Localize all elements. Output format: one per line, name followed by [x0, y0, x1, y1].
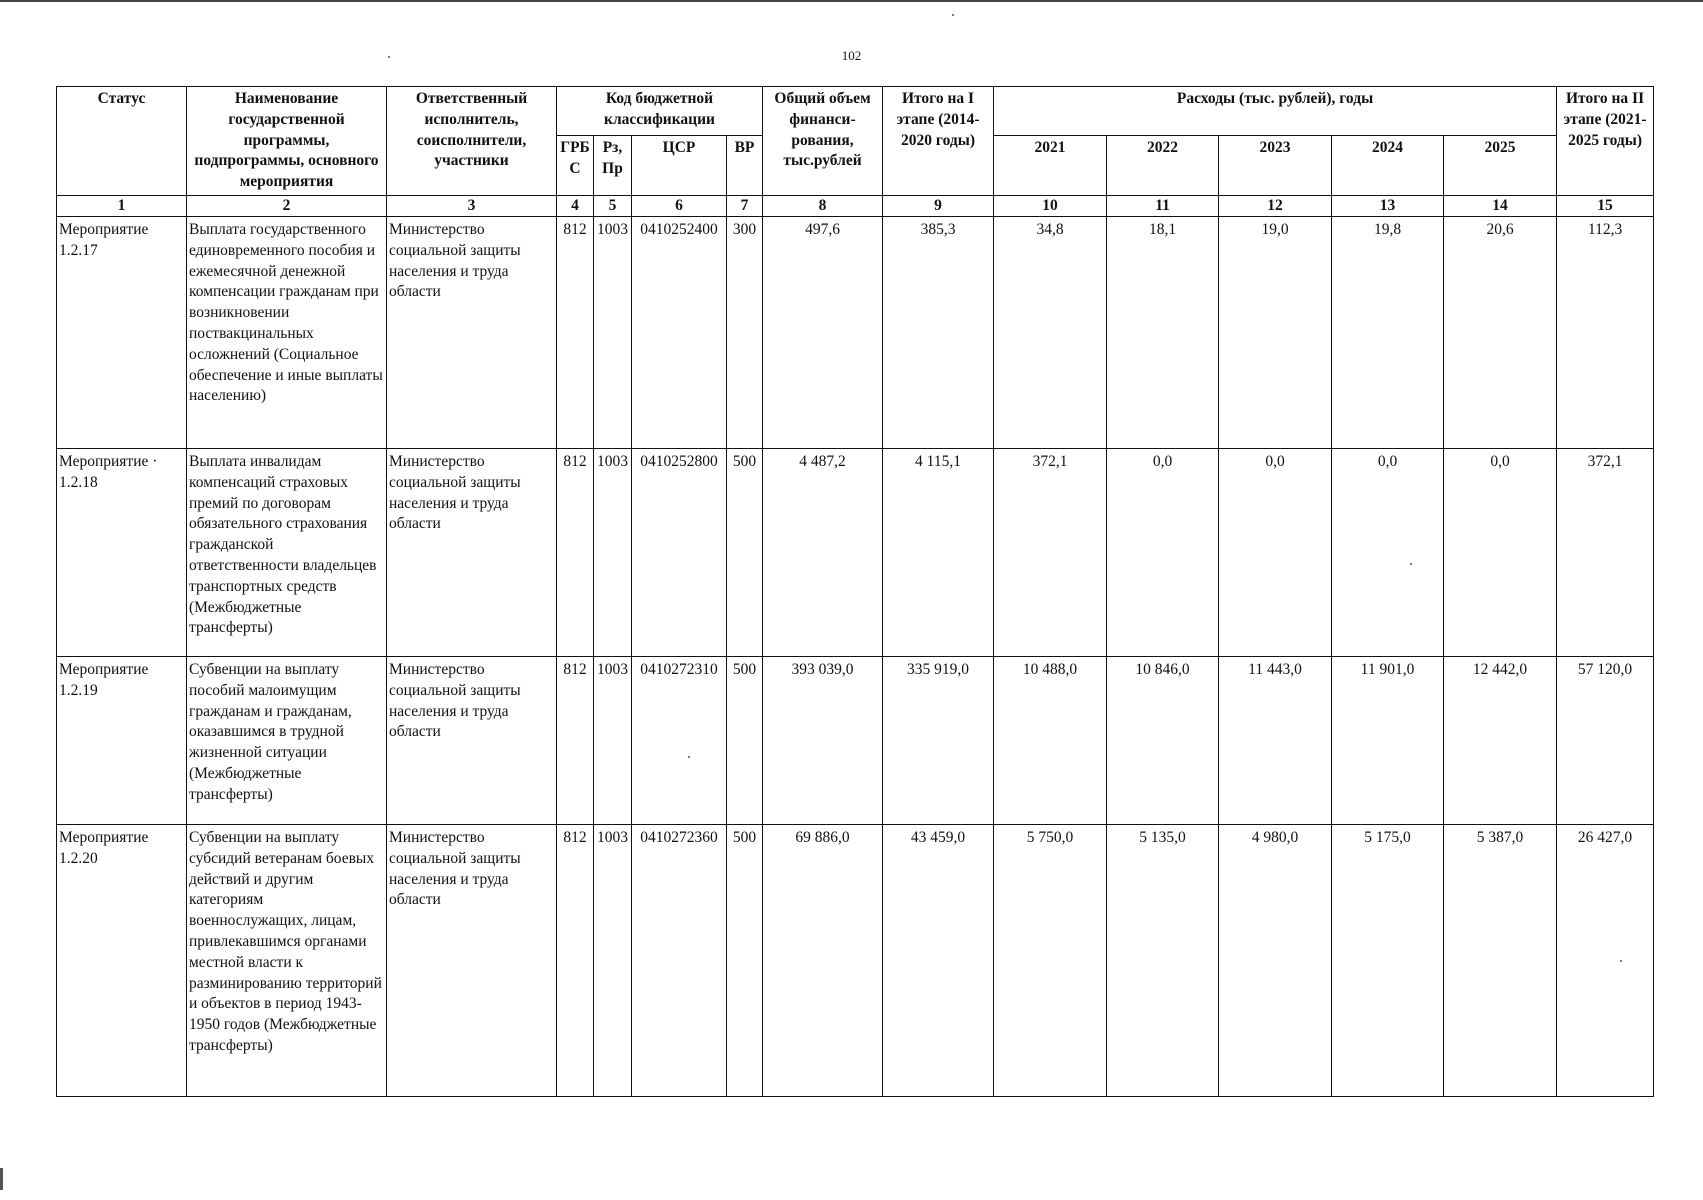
row-csr: 0410272310 [632, 656, 727, 824]
row-status: Мероприятие 1.2.19 [57, 656, 187, 824]
row-2025: 20,6 [1444, 216, 1557, 448]
column-number: 6 [632, 195, 727, 216]
header-row [57, 87, 1654, 136]
header-year-2023: 2023 [1219, 136, 1332, 196]
row-total: 69 886,0 [763, 824, 883, 1096]
row-grbs: 812 [557, 448, 594, 656]
row-2024: 11 901,0 [1332, 656, 1444, 824]
budget-table [56, 86, 1654, 1097]
row-name: Выплата инвалидам компенсаций страховых премий по договорам обязательного страхования гражданской ответственности владельцев транспортных средств (Межбюджетные трансферты) [187, 448, 387, 656]
row-status: Мероприятие · 1.2.18 [57, 448, 187, 656]
row-stage2: 112,3 [1557, 216, 1654, 448]
header-year-2024: 2024 [1332, 136, 1444, 196]
header-grbs: ГРБ С [557, 136, 594, 196]
column-number: 7 [727, 195, 763, 216]
column-number: 10 [994, 195, 1107, 216]
row-stage2: 26 427,0 [1557, 824, 1654, 1096]
column-number: 13 [1332, 195, 1444, 216]
header-year-2022: 2022 [1107, 136, 1219, 196]
row-grbs: 812 [557, 824, 594, 1096]
page-number: 102 [841, 48, 862, 63]
row-2024: 0,0 [1332, 448, 1444, 656]
row-vr: 500 [727, 448, 763, 656]
row-name: Субвенции на выплату субсидий ветеранам боевых действий и другим категориям военнослужащих, лицам, привлекавшимся органами местной власти к разминированию территорий и объектов в период 1943-1950 годов (Межбюджетные трансферты) [187, 824, 387, 1096]
row-stage2: 57 120,0 [1557, 656, 1654, 824]
column-number: 15 [1557, 195, 1654, 216]
row-executor: Министерство социальной защиты населения и труда области [387, 824, 557, 1096]
row-2022: 5 135,0 [1107, 824, 1219, 1096]
row-2024: 19,8 [1332, 216, 1444, 448]
header-year-2025: 2025 [1444, 136, 1557, 196]
row-status: Мероприятие 1.2.20 [57, 824, 187, 1096]
row-total: 393 039,0 [763, 656, 883, 824]
row-executor: Министерство социальной защиты населения и труда области [387, 656, 557, 824]
column-number: 9 [883, 195, 994, 216]
row-2022: 0,0 [1107, 448, 1219, 656]
row-rzpr: 1003 [594, 216, 632, 448]
scan-edge-mark [0, 1168, 3, 1190]
row-stage1: 4 115,1 [883, 448, 994, 656]
row-stage2: 372,1 [1557, 448, 1654, 656]
column-number: 12 [1219, 195, 1332, 216]
header-program-name: Наименование государственной программы, подпрограммы, основного мероприятия [187, 87, 387, 196]
header-status: Статус [57, 87, 187, 196]
row-2025: 5 387,0 [1444, 824, 1557, 1096]
column-number: 4 [557, 195, 594, 216]
scan-top-edge [0, 0, 1703, 2]
row-csr: 0410252800 [632, 448, 727, 656]
table-row [57, 824, 1654, 1096]
scan-speck [952, 14, 954, 16]
header-rzpr: Рз, Пр [594, 136, 632, 196]
row-2022: 18,1 [1107, 216, 1219, 448]
row-stage1: 385,3 [883, 216, 994, 448]
row-vr: 500 [727, 656, 763, 824]
header-stage2-total: Итого на II этапе (2021-2025 годы) [1557, 87, 1654, 196]
column-number: 11 [1107, 195, 1219, 216]
row-total: 4 487,2 [763, 448, 883, 656]
table-row [57, 656, 1654, 824]
row-grbs: 812 [557, 216, 594, 448]
row-vr: 300 [727, 216, 763, 448]
row-2024: 5 175,0 [1332, 824, 1444, 1096]
row-rzpr: 1003 [594, 824, 632, 1096]
column-number: 14 [1444, 195, 1557, 216]
column-number-row [57, 195, 1654, 216]
row-stage1: 335 919,0 [883, 656, 994, 824]
header-vr: ВР [727, 136, 763, 196]
column-number: 5 [594, 195, 632, 216]
row-2022: 10 846,0 [1107, 656, 1219, 824]
row-total: 497,6 [763, 216, 883, 448]
table-row [57, 216, 1654, 448]
row-executor: Министерство социальной защиты населения и труда области [387, 216, 557, 448]
header-budget-code: Код бюджетной классификации [557, 87, 763, 136]
table-row [57, 448, 1654, 656]
row-rzpr: 1003 [594, 448, 632, 656]
header-csr: ЦСР [632, 136, 727, 196]
row-2025: 0,0 [1444, 448, 1557, 656]
row-csr: 0410272360 [632, 824, 727, 1096]
row-2021: 372,1 [994, 448, 1107, 656]
row-2021: 5 750,0 [994, 824, 1107, 1096]
row-2025: 12 442,0 [1444, 656, 1557, 824]
row-grbs: 812 [557, 656, 594, 824]
column-number: 2 [187, 195, 387, 216]
row-csr: 0410252400 [632, 216, 727, 448]
row-2021: 10 488,0 [994, 656, 1107, 824]
row-executor: Министерство социальной защиты населения и труда области [387, 448, 557, 656]
row-name: Субвенции на выплату пособий малоимущим гражданам и гражданам, оказавшимся в трудной жизненной ситуации (Межбюджетные трансферты) [187, 656, 387, 824]
row-vr: 500 [727, 824, 763, 1096]
column-number: 3 [387, 195, 557, 216]
header-stage1-total: Итого на I этапе (2014-2020 годы) [883, 87, 994, 196]
column-number: 8 [763, 195, 883, 216]
header-year-2021: 2021 [994, 136, 1107, 196]
row-2023: 4 980,0 [1219, 824, 1332, 1096]
row-rzpr: 1003 [594, 656, 632, 824]
header-expenses: Расходы (тыс. рублей), годы [994, 87, 1557, 136]
header-executor: Ответственный исполнитель, соисполнители, участники [387, 87, 557, 196]
row-status: Мероприятие 1.2.17 [57, 216, 187, 448]
row-2023: 19,0 [1219, 216, 1332, 448]
row-2023: 11 443,0 [1219, 656, 1332, 824]
row-name: Выплата государственного единовременного пособия и ежемесячной денежной компенсации гражданам при возникновении поствакцинальных осложнений (Социальное обеспечение и иные выплаты населению) [187, 216, 387, 448]
header-total-financing: Общий объем финанси-рования, тыс.рублей [763, 87, 883, 196]
row-2021: 34,8 [994, 216, 1107, 448]
column-number: 1 [57, 195, 187, 216]
row-stage1: 43 459,0 [883, 824, 994, 1096]
row-2023: 0,0 [1219, 448, 1332, 656]
